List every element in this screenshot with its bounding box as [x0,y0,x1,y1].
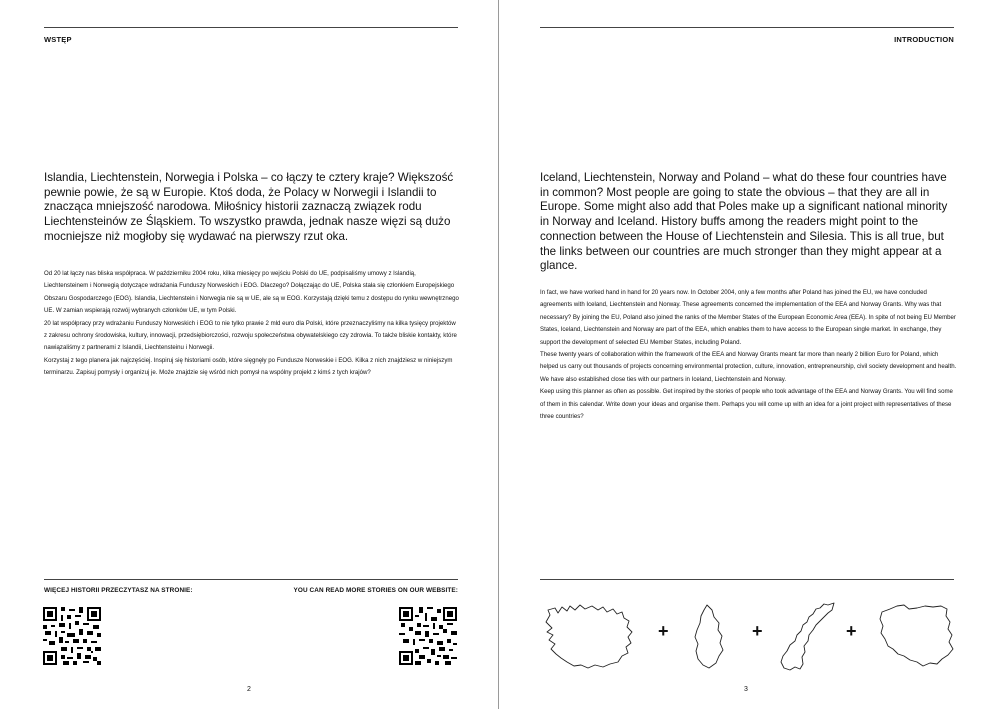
plus-sign: + [658,621,669,641]
body-paragraph: These twenty years of collaboration within the framework of the EEA and Norway Grants meant far more than nearly 2 billion Euro for Poland, which helped us carry out thousands of projects concerning environmental protection, culture, innovation, entrepreneurship, civil society development and health. We have also established close ties with our partners in Iceland, Liechtenstein and Norway. [540,351,957,383]
footer-rule [540,579,954,580]
top-rule [540,27,954,28]
body-paragraph: Keep using this planner as often as possible. Get inspired by the stories of people who took advantage of the EEA and Norway Grants. You will find some of them in this calendar. Write down your ideas and organise them. Perhaps you will come up with an idea for a joint project with representatives of these three countries? [540,388,953,421]
qr-code-en[interactable] [399,607,457,665]
qr-code-pl[interactable] [43,607,101,665]
lead-paragraph: Iceland, Liechtenstein, Norway and Poland – what do these four countries have in common? Most people are going to state the obvious – that they are all in Europe. Some might also add that Poles make up a significant national minority in Norway and Iceland. History buffs among the readers might point to the connection between the House of Liechtenstein and Silesia. This is all true, but the links between our countries are much stronger than they might appear at a glance. [540,171,948,273]
footer-label-pl: WIĘCEJ HISTORII PRZECZYTASZ NA STRONIE: [44,587,193,594]
lead-paragraph: Islandia, Liechtenstein, Norwegia i Polska – co łączy te cztery kraje? Większość pewnie powie, że są w Europie. Ktoś doda, że Polacy w Norwegii i Islandii to znacząca mniejszość narodowa. Miłośnicy historii zaznaczą związek rodu Liechtensteinów ze Śląskiem. To wszystko prawda, jednak nasze więzi są dużo mocniejsze niż mogłoby się wydawać na pierwszy rzut oka. [44,171,454,243]
norway-map-icon [778,600,836,672]
body-text [540,287,958,423]
page-number: 2 [247,686,251,693]
section-label: WSTĘP [44,35,72,44]
body-paragraph: Korzystaj z tego planera jak najczęściej. Inspiruj się historiami osób, które sięgnęły po Fundusze Norweskie i EOG. Kilka z nich znajdziesz w niniejszym terminarzu. Zapisuj pomysły i organizuj je. Może znajdzie się wśród nich pomysł na wspólny projekt z kimś z tych krajów? [44,356,453,377]
body-paragraph: Od 20 lat łączy nas bliska współpraca. W październiku 2004 roku, kilka miesięcy po wejściu Polski do UE, podpisaliśmy umowy z Islandią, Liechtensteinem i Norwegią dotyczące wdrażania Funduszy Norweskich i EOG. Dlaczego? Dołączając do UE, Polska stała się członkiem Europejskiego Obszaru Gospodarczego (EOG). Islandia, Liechtenstein i Norwegia nie są w UE, ale są w EOG. Korzystają dzięki temu z dostępu do rynku wewnętrznego UE. W zamian wspierają rozwój wybranych członków UE, w tym Polski. [44,270,459,315]
footer-rule [44,579,458,580]
page-number: 3 [744,686,748,693]
right-page [499,0,998,709]
section-label: INTRODUCTION [894,35,954,44]
footer-label-en: YOU CAN READ MORE STORIES ON OUR WEBSITE: [293,587,458,594]
top-rule [44,27,458,28]
body-text [44,268,460,380]
body-paragraph: In fact, we have worked hand in hand for 20 years now. In October 2004, only a few months after Poland has joined the EU, we have concluded agreements with Iceland, Liechtenstein and Norway. These agreements concerned the implementation of the EEA and Norway Grants. Why was that necessary? By joining the EU, Poland also joined the ranks of the Member States of the European Economic Area (EEA). In spite of not being EU Member States, Iceland, Liechtenstein and Norway are part of the EEA, which enables them to have access to the European single market. In exchange, they support the development of selected EU Member States, including Poland. [540,289,956,346]
poland-map-icon [876,600,956,672]
iceland-map-icon [540,602,636,670]
liechtenstein-map-icon [688,602,728,670]
plus-sign: + [846,621,857,641]
plus-sign: + [752,621,763,641]
body-paragraph: 20 lat współpracy przy wdrażaniu Funduszy Norweskich i EOG to nie tylko prawie 2 mld euro dla Polski, które przeznaczyliśmy na kilka tysięcy projektów z zakresu ochrony środowiska, kultury, innowacji, przedsiębiorczości, rozwoju społeczeństwa obywatelskiego czy zdrowia. To także bliskie kontakty, które nawiązaliśmy z partnerami z Islandii, Liechtensteinu i Norwegii. [44,319,457,352]
